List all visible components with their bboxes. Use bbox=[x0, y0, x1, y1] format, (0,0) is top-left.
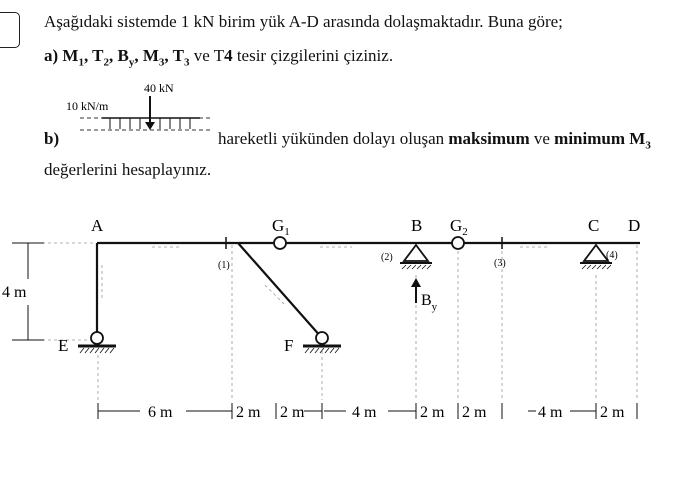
part-a-label: a) bbox=[44, 46, 59, 65]
part-b-label-line bbox=[44, 129, 59, 149]
part-b-label: b) bbox=[44, 129, 60, 148]
part-b-text: hareketli yükünden dolayı oluşan maksimum ve minimum $M_3$ bbox=[218, 129, 651, 152]
height-label: 4 m bbox=[2, 284, 27, 301]
node-label-B: B bbox=[411, 216, 423, 235]
node-label-C: C bbox=[588, 216, 600, 235]
section-label-2: (2) bbox=[381, 252, 393, 263]
node-label-A: A bbox=[91, 216, 104, 235]
strut-to-F bbox=[238, 243, 322, 338]
node-label-G1: $G_1$ bbox=[272, 216, 290, 238]
section-label-4: (4) bbox=[606, 250, 618, 261]
node-label-F: F bbox=[284, 336, 294, 355]
point-load-arrowhead bbox=[145, 122, 155, 130]
reference-lines bbox=[12, 243, 637, 400]
hinge-G2 bbox=[452, 237, 464, 249]
reaction-By-arrowhead bbox=[411, 278, 421, 287]
question-number-box bbox=[0, 12, 20, 48]
distributed-load-label: 10 kN/m bbox=[66, 99, 109, 113]
point-load-label: 40 kN bbox=[144, 81, 174, 95]
span-label-5: 2 m bbox=[420, 404, 445, 421]
support-E bbox=[78, 332, 116, 353]
node-label-E: E bbox=[58, 336, 69, 355]
span-label-2: 2 m bbox=[236, 404, 261, 421]
support-F bbox=[303, 332, 341, 353]
reaction-By-label: $B_y$ bbox=[421, 292, 438, 313]
structure-diagram bbox=[0, 205, 700, 445]
span-label-8: 2 m bbox=[600, 404, 625, 421]
section-label-3: (3) bbox=[494, 258, 506, 269]
node-label-G2: $G_2$ bbox=[450, 216, 468, 238]
support-B bbox=[400, 245, 432, 269]
moving-load-sketch bbox=[60, 80, 220, 138]
part-b-line2: değerlerini hesaplayınız. bbox=[44, 160, 212, 179]
intro-text: Aşağıdaki sistemde 1 kN birim yük A-D arasında dolaşmaktadır. Buna göre; bbox=[44, 12, 563, 31]
span-label-7: 4 m bbox=[538, 404, 563, 421]
span-label-3: 2 m bbox=[280, 404, 305, 421]
section-label-1: (1) bbox=[218, 260, 230, 271]
part-a-items: $M_1$, $T_2$, $B_y$, $M_3$, $T_3$ ve T4 bbox=[62, 46, 233, 69]
span-label-1: 6 m bbox=[148, 404, 173, 421]
node-label-D: D bbox=[628, 216, 641, 235]
span-label-6: 2 m bbox=[462, 404, 487, 421]
part-a bbox=[44, 46, 393, 68]
hinge-G1 bbox=[274, 237, 286, 249]
span-label-4: 4 m bbox=[352, 404, 377, 421]
part-a-rest: tesir çizgilerini çiziniz. bbox=[236, 46, 394, 65]
